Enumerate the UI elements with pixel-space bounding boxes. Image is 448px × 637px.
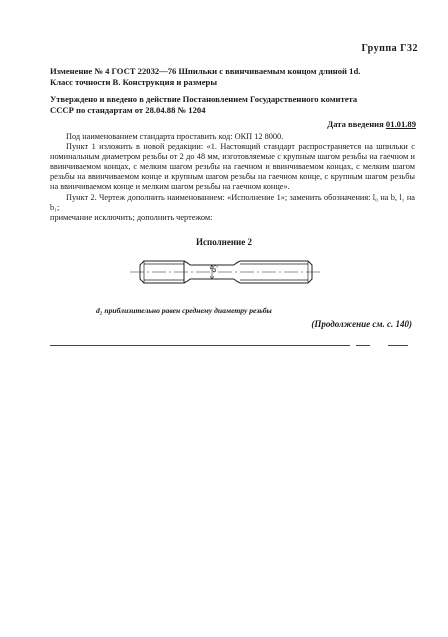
stud-drawing	[126, 246, 326, 298]
paragraph-okp: Под наименованием стандарта проставить код: ОКП 12 8000.	[66, 132, 284, 141]
paragraph-note: примечание исключить; дополнить чертежом:	[50, 212, 213, 222]
bottom-rule-dash	[356, 345, 370, 346]
change-heading	[50, 66, 415, 88]
continuation-note: (Продолжение см. с. 140)	[311, 319, 412, 329]
group-code: Группа Г32	[361, 43, 418, 54]
change-heading-line2: Класс точности В. Конструкция и размеры	[50, 77, 218, 87]
bottom-rule-dash	[388, 345, 408, 346]
bottom-rule	[50, 345, 350, 346]
approval-line2: СССР по стандартам от 28.04.88 № 1204	[50, 105, 206, 115]
paragraph-item2: Пункт 2. Чертеж дополнить наименованием: «Исполнение 1»; заменить обозначения: l₀ на b, l₁ на b₁;	[50, 192, 415, 212]
paragraph-item1: Пункт 1 изложить в новой редакции: «1. Настоящий стандарт распространяется на шпильки с номинальным диаметром резьбы от 2 до 48 мм, изготовляемые с крупным шагом резьбы на гаечном и ввинчиваемом концах, с мелким шагом резьбы на гаечном и ввинчиваемом концах, с мелким шагом резьбы на ввинчиваемом конце и крупным шагом резьбы на гаечном конце, с крупным шагом резьбы на ввинчиваемом конце и мелким шагом резьбы на гаечном конце».	[50, 142, 415, 192]
approval-line1: Утверждено и введено в действие Постановлением Государственного комитета	[50, 94, 358, 104]
effective-date-value: 01.01.89	[385, 119, 416, 129]
dimension-label-d2: d₂	[209, 265, 218, 272]
figure-caption: d₂ приблизительно равен среднему диаметру резьбы	[96, 306, 272, 315]
effective-date-label: Дата введения	[327, 119, 384, 129]
effective-date	[327, 119, 416, 129]
figure-title: Исполнение 2	[196, 237, 252, 247]
approval-statement	[50, 94, 415, 116]
body-text	[50, 132, 415, 223]
change-heading-line1: Изменение № 4 ГОСТ 22032—76 Шпильки с ввинчиваемым концом длиной 1d.	[50, 66, 361, 76]
